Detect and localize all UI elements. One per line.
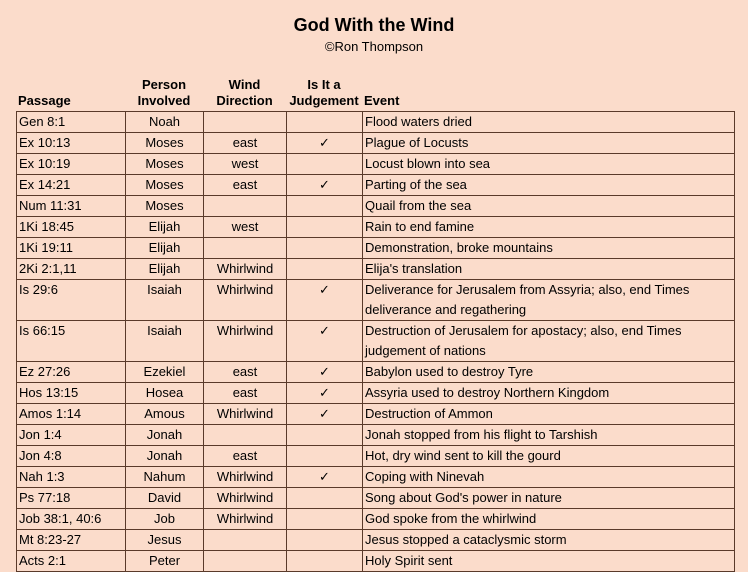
table-row	[17, 321, 735, 362]
cell-person: Job	[126, 509, 204, 530]
cell-person: Elijah	[126, 259, 204, 280]
cell-judgement	[287, 259, 363, 280]
table-row	[17, 238, 735, 259]
cell-person: Elijah	[126, 217, 204, 238]
cell-judgement: ✓	[287, 383, 363, 404]
cell-direction	[204, 530, 287, 551]
table-row	[17, 259, 735, 280]
table-row	[17, 425, 735, 446]
cell-person: Nahum	[126, 467, 204, 488]
page-title: God With the Wind	[293, 15, 455, 35]
cell-passage: Jon 4:8	[17, 446, 126, 467]
cell-event: Deliverance for Jerusalem from Assyria; also, end Times deliverance and regathering	[363, 280, 735, 321]
cell-person: Ezekiel	[126, 362, 204, 383]
cell-event: Plague of Locusts	[363, 133, 735, 154]
cell-passage: Jon 1:4	[17, 425, 126, 446]
cell-event: Flood waters dried	[363, 112, 735, 133]
cell-judgement	[287, 238, 363, 259]
cell-passage: Amos 1:14	[17, 404, 126, 425]
table-row	[17, 509, 735, 530]
cell-judgement	[287, 509, 363, 530]
cell-judgement	[287, 530, 363, 551]
cell-judgement	[287, 196, 363, 217]
cell-passage: Ex 14:21	[17, 175, 126, 196]
cell-person: Isaiah	[126, 321, 204, 362]
cell-direction: Whirlwind	[204, 467, 287, 488]
cell-direction: Whirlwind	[204, 280, 287, 321]
cell-person: Jonah	[126, 425, 204, 446]
cell-event: Assyria used to destroy Northern Kingdom	[363, 383, 735, 404]
cell-event: Holy Spirit sent	[363, 551, 735, 572]
cell-event: Babylon used to destroy Tyre	[363, 362, 735, 383]
cell-judgement: ✓	[287, 404, 363, 425]
cell-event: Hot, dry wind sent to kill the gourd	[363, 446, 735, 467]
cell-passage: Job 38:1, 40:6	[17, 509, 126, 530]
table-row	[17, 467, 735, 488]
cell-direction: east	[204, 446, 287, 467]
cell-judgement	[287, 425, 363, 446]
cell-person: Moses	[126, 154, 204, 175]
cell-passage: Is 29:6	[17, 280, 126, 321]
cell-judgement: ✓	[287, 362, 363, 383]
cell-direction	[204, 112, 287, 133]
cell-person: Hosea	[126, 383, 204, 404]
header-passage: Passage	[18, 93, 71, 108]
cell-passage: 1Ki 19:11	[17, 238, 126, 259]
cell-event: Jesus stopped a cataclysmic storm	[363, 530, 735, 551]
cell-passage: Acts 2:1	[17, 551, 126, 572]
cell-direction: Whirlwind	[204, 404, 287, 425]
cell-judgement: ✓	[287, 321, 363, 362]
table-row	[17, 112, 735, 133]
table-row	[17, 404, 735, 425]
cell-direction	[204, 238, 287, 259]
cell-direction: Whirlwind	[204, 509, 287, 530]
cell-judgement	[287, 154, 363, 175]
cell-judgement	[287, 488, 363, 509]
cell-judgement: ✓	[287, 133, 363, 154]
cell-passage: Gen 8:1	[17, 112, 126, 133]
cell-person: Jonah	[126, 446, 204, 467]
cell-direction: east	[204, 362, 287, 383]
cell-judgement	[287, 551, 363, 572]
table-row	[17, 196, 735, 217]
cell-direction: east	[204, 383, 287, 404]
table-row	[17, 133, 735, 154]
cell-passage: Is 66:15	[17, 321, 126, 362]
cell-passage: 2Ki 2:1,11	[17, 259, 126, 280]
cell-direction: Whirlwind	[204, 488, 287, 509]
cell-person: Amous	[126, 404, 204, 425]
cell-direction: west	[204, 154, 287, 175]
cell-judgement	[287, 446, 363, 467]
cell-judgement: ✓	[287, 280, 363, 321]
cell-passage: Nah 1:3	[17, 467, 126, 488]
cell-direction: east	[204, 133, 287, 154]
cell-judgement	[287, 112, 363, 133]
cell-direction: Whirlwind	[204, 259, 287, 280]
header-person: Person Involved	[137, 77, 191, 108]
cell-event: Elija's translation	[363, 259, 735, 280]
cell-event: Destruction of Jerusalem for apostacy; also, end Times judgement of nations	[363, 321, 735, 362]
cell-passage: Ex 10:19	[17, 154, 126, 175]
cell-passage: Ex 10:13	[17, 133, 126, 154]
cell-direction: west	[204, 217, 287, 238]
column-headers	[16, 77, 734, 109]
cell-event: Coping with Ninevah	[363, 467, 735, 488]
cell-person: Peter	[126, 551, 204, 572]
table-row	[17, 280, 735, 321]
table-row	[17, 446, 735, 467]
cell-person: Moses	[126, 196, 204, 217]
table-row	[17, 217, 735, 238]
header-judgement: Is It a Judgement	[289, 77, 359, 108]
table-row	[17, 488, 735, 509]
cell-passage: Mt 8:23-27	[17, 530, 126, 551]
cell-judgement: ✓	[287, 467, 363, 488]
cell-judgement	[287, 217, 363, 238]
cell-event: God spoke from the whirlwind	[363, 509, 735, 530]
table-row	[17, 362, 735, 383]
table-row	[17, 383, 735, 404]
cell-judgement: ✓	[287, 175, 363, 196]
cell-event: Jonah stopped from his flight to Tarshish	[363, 425, 735, 446]
cell-event: Locust blown into sea	[363, 154, 735, 175]
cell-direction	[204, 551, 287, 572]
cell-person: Isaiah	[126, 280, 204, 321]
cell-person: Noah	[126, 112, 204, 133]
cell-person: David	[126, 488, 204, 509]
cell-passage: Hos 13:15	[17, 383, 126, 404]
cell-event: Song about God's power in nature	[363, 488, 735, 509]
table-row	[17, 551, 735, 572]
cell-event: Rain to end famine	[363, 217, 735, 238]
cell-person: Moses	[126, 175, 204, 196]
cell-event: Destruction of Ammon	[363, 404, 735, 425]
cell-passage: Ez 27:26	[17, 362, 126, 383]
cell-person: Jesus	[126, 530, 204, 551]
cell-direction	[204, 425, 287, 446]
table-row	[17, 175, 735, 196]
cell-passage: Num 11:31	[17, 196, 126, 217]
cell-person: Moses	[126, 133, 204, 154]
table-row	[17, 154, 735, 175]
cell-event: Demonstration, broke mountains	[363, 238, 735, 259]
copyright-subtitle: ©Ron Thompson	[324, 39, 424, 54]
cell-passage: 1Ki 18:45	[17, 217, 126, 238]
cell-direction: Whirlwind	[204, 321, 287, 362]
cell-event: Quail from the sea	[363, 196, 735, 217]
wind-table	[16, 111, 735, 572]
cell-direction: east	[204, 175, 287, 196]
cell-direction	[204, 196, 287, 217]
cell-passage: Ps 77:18	[17, 488, 126, 509]
header-direction: Wind Direction	[216, 77, 273, 108]
cell-person: Elijah	[126, 238, 204, 259]
table-row	[17, 530, 735, 551]
cell-event: Parting of the sea	[363, 175, 735, 196]
header-event: Event	[364, 93, 400, 108]
